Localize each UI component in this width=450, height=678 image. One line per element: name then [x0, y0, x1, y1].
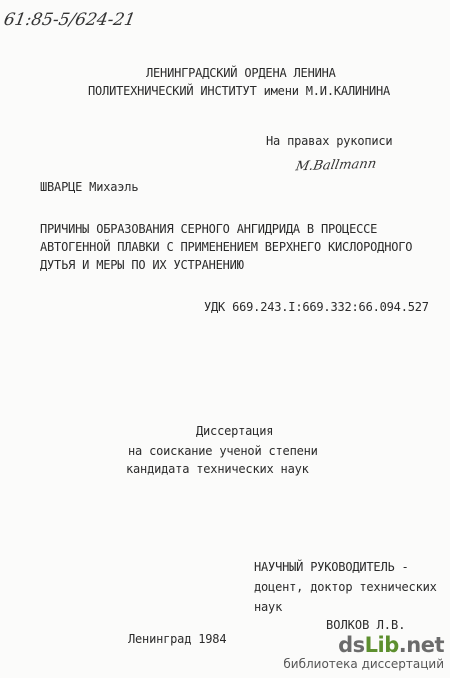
handwritten-signature: M.Ballmann — [294, 156, 378, 175]
degree-line-1: на соискание ученой степени — [128, 444, 318, 458]
supervisor-degree: наук — [254, 600, 283, 614]
supervisor-title: доцент, доктор технических — [254, 580, 437, 594]
watermark-logo — [338, 634, 444, 656]
watermark-subtitle: библиотека диссертаций — [283, 657, 444, 671]
archive-stamp: 61:85-5/624-21 — [2, 10, 137, 30]
rights-notice: На правах рукописи — [266, 134, 393, 148]
watermark-logo-ds: ds — [338, 633, 365, 657]
thesis-title-line-1: ПРИЧИНЫ ОБРАЗОВАНИЯ СЕРНОГО АНГИДРИДА В ПРОЦЕССЕ — [40, 222, 378, 236]
udk-code: УДК 669.243.I:669.332:66.094.527 — [204, 300, 429, 314]
dissertation-label: Диссертация — [196, 424, 274, 438]
thesis-title-line-3: ДУТЬЯ И МЕРЫ ПО ИХ УСТРАНЕНИЮ — [40, 258, 244, 272]
author-name: ШВАРЦЕ Михаэль — [40, 180, 139, 194]
degree-line-2: кандидата технических наук — [126, 462, 309, 476]
thesis-title-line-2: АВТОГЕННОЙ ПЛАВКИ С ПРИМЕНЕНИЕМ ВЕРХНЕГО КИСЛОРОДНОГО — [40, 240, 413, 254]
dslib-watermark — [266, 634, 444, 672]
institution-line-1: ЛЕНИНГРАДСКИЙ ОРДЕНА ЛЕНИНА — [146, 66, 336, 80]
supervisor-heading: НАУЧНЫЙ РУКОВОДИТЕЛЬ - — [254, 560, 409, 574]
institution-line-2: ПОЛИТЕХНИЧЕСКИЙ ИНСТИТУТ имени М.И.КАЛИНИНА — [88, 84, 391, 98]
watermark-logo-lib: Lib — [364, 633, 399, 657]
city-year: Ленинград 1984 — [128, 632, 227, 646]
supervisor-name: ВОЛКОВ Л.В. — [326, 618, 406, 632]
watermark-logo-net: .net — [398, 633, 444, 657]
